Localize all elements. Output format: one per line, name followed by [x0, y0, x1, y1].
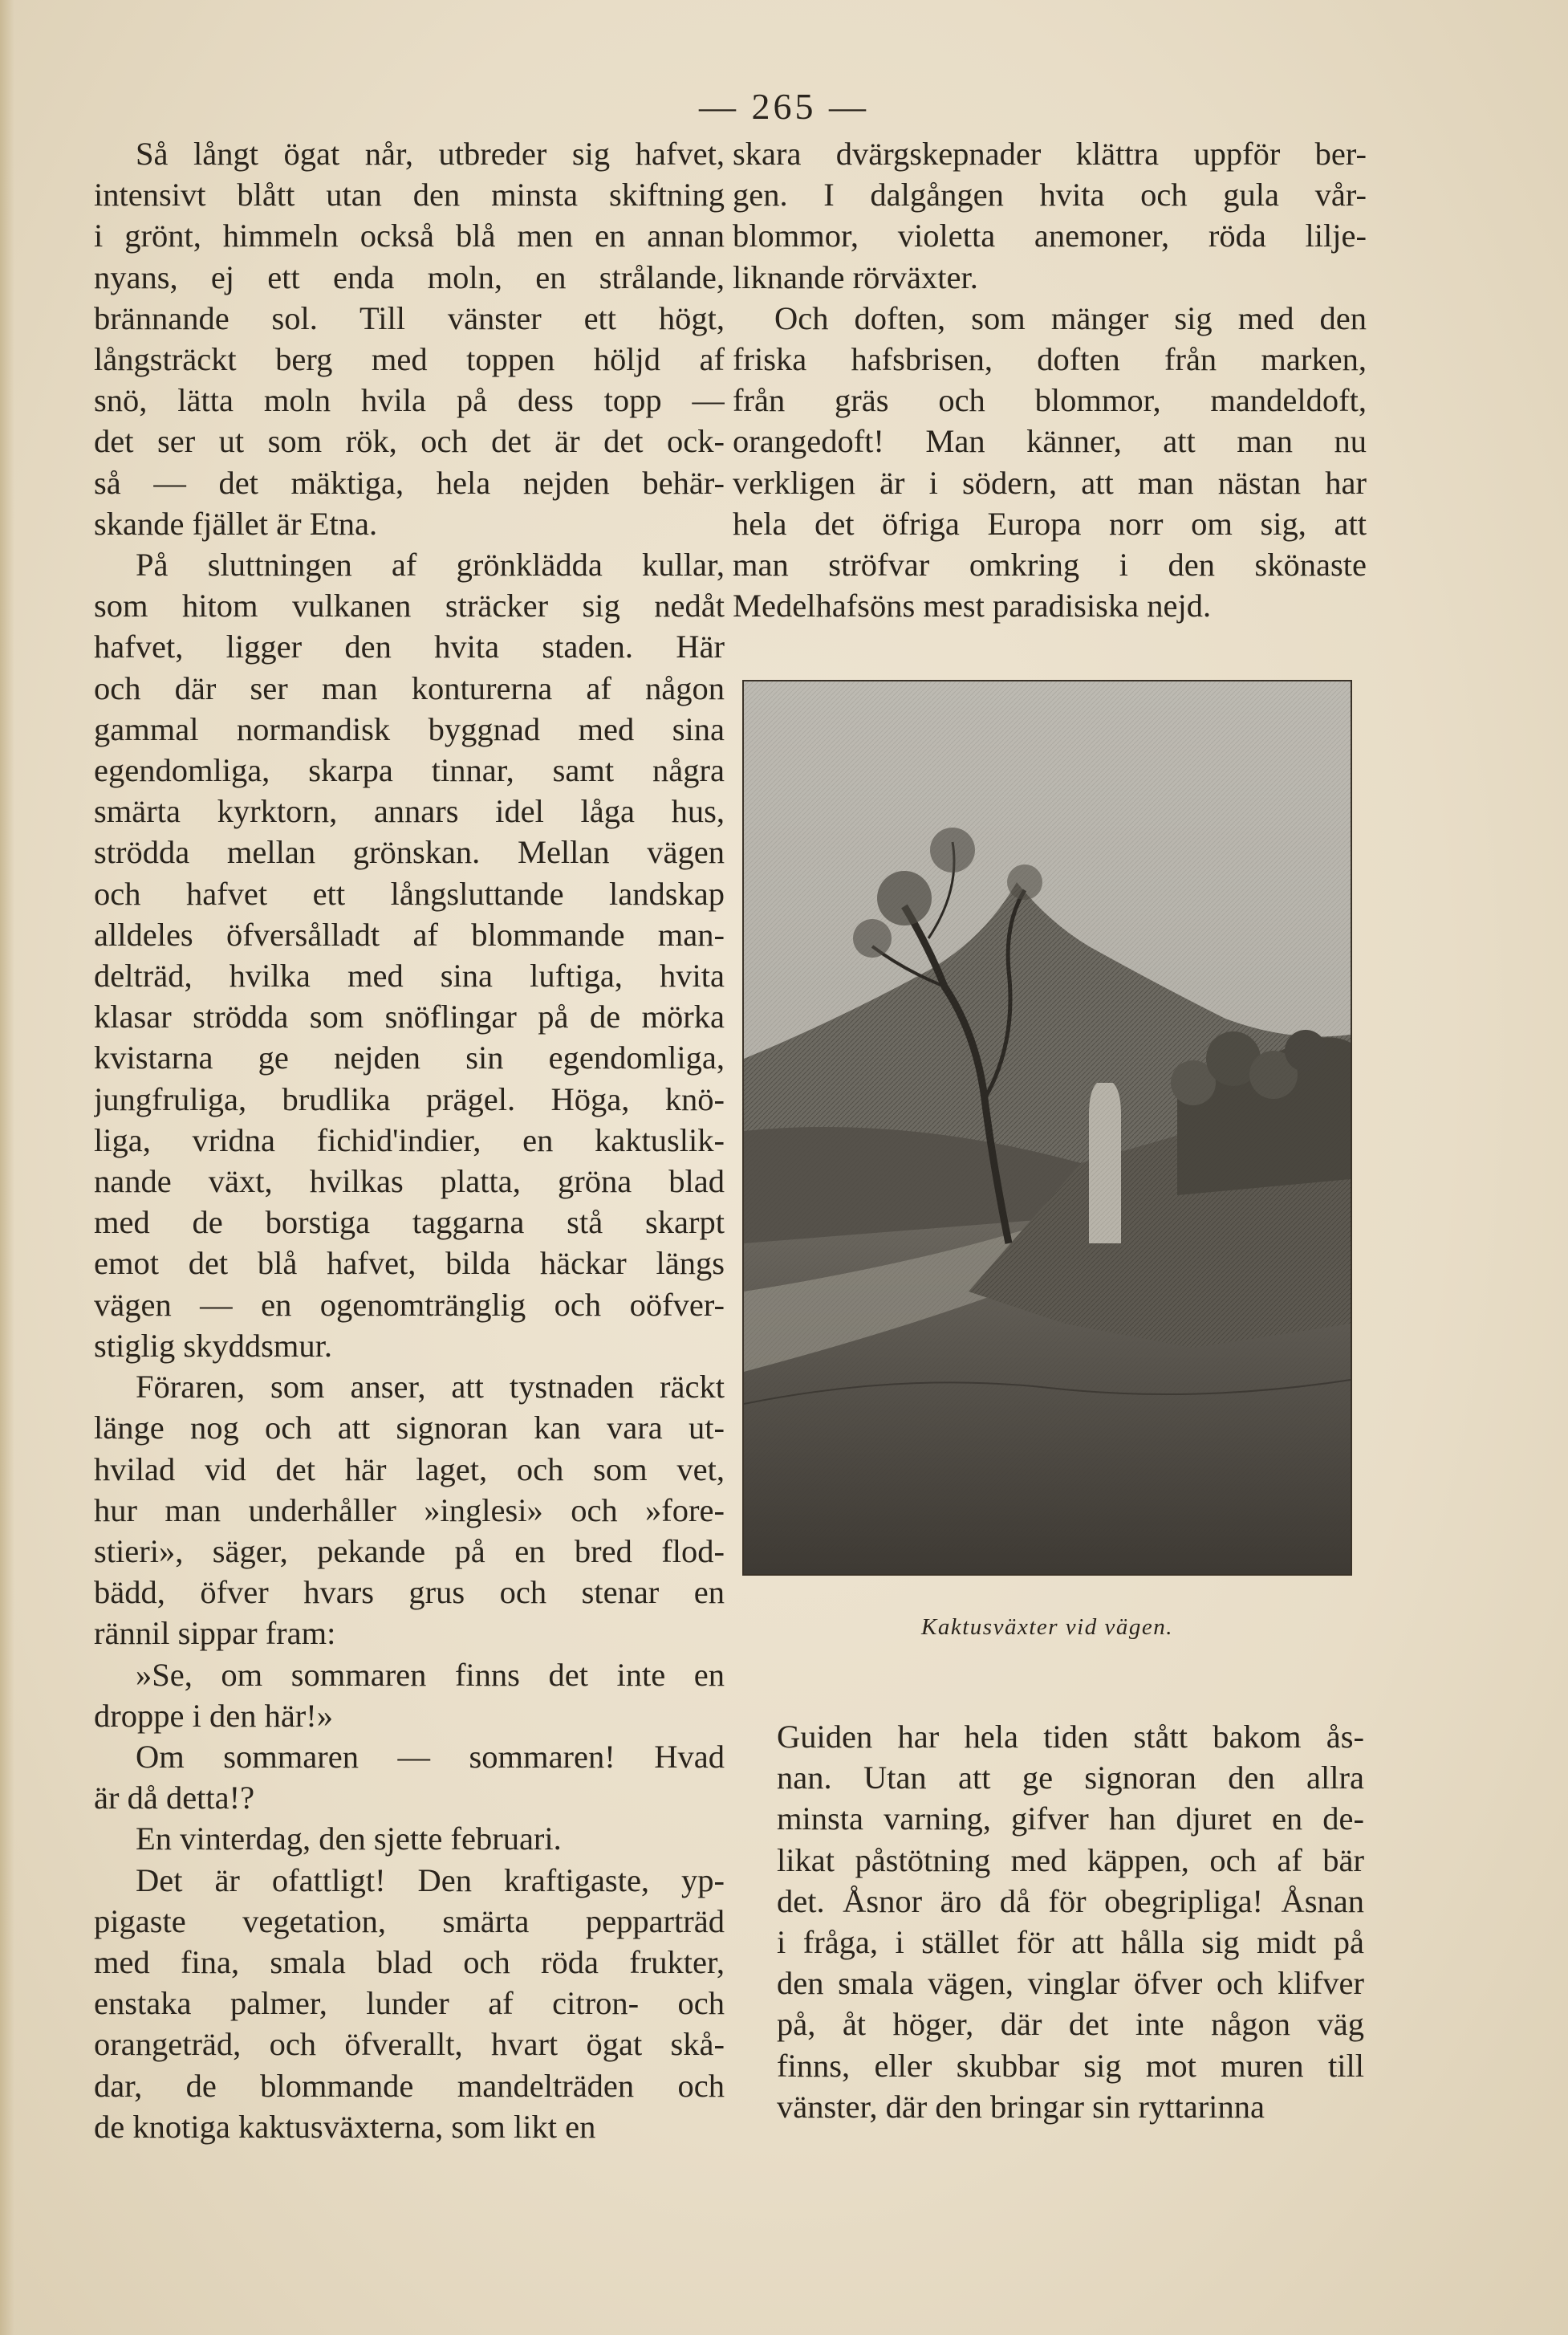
- text-line: skande fjället är Etna.: [94, 505, 378, 542]
- text-line: så — det mäktiga, hela nejden behär-: [94, 464, 725, 501]
- text-line: En vinterdag, den sjette februari.: [136, 1820, 562, 1857]
- text-line: vägen — en ogenomtränglig och oöfver-: [94, 1286, 725, 1323]
- text-line: egendomliga, skarpa tinnar, samt några: [94, 752, 725, 789]
- paragraph: [94, 1818, 725, 1859]
- paragraph: [94, 544, 725, 1366]
- text-line: dar, de blommande mandelträden och: [94, 2067, 725, 2104]
- text-line: och hafvet ett långsluttande landskap: [94, 875, 725, 912]
- text-line: jungfruliga, brudlika prägel. Höga, knö-: [94, 1080, 725, 1117]
- text-line: friska hafsbrisen, doften från marken,: [733, 341, 1367, 378]
- text-line: vänster, där den bringar sin ryttarinna: [777, 2088, 1265, 2125]
- paragraph: [94, 1736, 725, 1818]
- illustration-image: [744, 681, 1351, 1574]
- text-line: hela det öfriga Europa norr om sig, att: [733, 505, 1367, 542]
- text-line: stieri», säger, pekande på en bred flod-: [94, 1532, 725, 1569]
- text-line: hur man underhåller »inglesi» och »fore-: [94, 1491, 725, 1528]
- text-line: »Se, om sommaren finns det inte en: [136, 1656, 725, 1693]
- text-line: länge nog och att signoran kan vara ut-: [94, 1410, 725, 1446]
- text-line: klasar strödda som snöflingar på de mörka: [94, 999, 725, 1035]
- paragraph: [733, 298, 1367, 627]
- text-line: det ser ut som rök, och det är det ock-: [94, 423, 725, 460]
- paragraph: [777, 1716, 1364, 2127]
- text-line: På sluttningen af grönklädda kullar,: [136, 547, 725, 584]
- text-line: hafvet, ligger den hvita staden. Här: [94, 628, 725, 665]
- paragraph: [94, 1366, 725, 1654]
- text-line: brännande sol. Till vänster ett högt,: [94, 299, 725, 336]
- text-line: orangeträd, och öfverallt, hvart ögat skå-: [94, 2026, 725, 2063]
- paragraph: [94, 133, 725, 544]
- text-line: Om sommaren — sommaren! Hvad: [136, 1738, 725, 1775]
- text-line: blommor, violetta anemoner, röda lilje-: [733, 218, 1367, 254]
- text-line: gen. I dalgången hvita och gula vår-: [733, 177, 1367, 214]
- text-line: skara dvärgskepnader klättra uppför ber-: [733, 136, 1367, 172]
- text-line: i fråga, i stället för att hålla sig midt på: [777, 1924, 1364, 1961]
- text-line: smärta kyrktorn, annars idel låga hus,: [94, 793, 725, 830]
- text-line: emot det blå hafvet, bilda häckar längs: [94, 1245, 725, 1282]
- text-line: rännil sippar fram:: [94, 1615, 336, 1652]
- text-line: nan. Utan att ge signoran den allra: [777, 1759, 1364, 1796]
- text-line: strödda mellan grönskan. Mellan vägen: [94, 834, 725, 871]
- text-line: stiglig skyddsmur.: [94, 1327, 333, 1364]
- text-line: snö, lätta moln hvila på dess topp —: [94, 382, 725, 419]
- text-line: intensivt blått utan den minsta skiftning: [94, 177, 725, 214]
- text-line: hvilad vid det här laget, och som vet,: [94, 1450, 725, 1487]
- paragraph: [94, 1860, 725, 2147]
- text-line: de knotiga kaktusväxterna, som likt en: [94, 2108, 596, 2145]
- text-line: minsta varning, gifver han djuret en de-: [777, 1800, 1364, 1837]
- text-line: enstaka palmer, lunder af citron- och: [94, 1985, 725, 2022]
- paragraph: [733, 133, 1367, 298]
- text-line: Föraren, som anser, att tystnaden räckt: [136, 1369, 725, 1405]
- text-line: orangedoft! Man känner, att man nu: [733, 423, 1367, 460]
- text-line: på, åt höger, där det inte någon väg: [777, 2006, 1364, 2043]
- text-line: delträd, hvilka med sina luftiga, hvita: [94, 958, 725, 995]
- text-line: Det är ofattligt! Den kraftigaste, yp-: [136, 1861, 725, 1898]
- text-line: bädd, öfver hvars grus och stenar en: [94, 1574, 725, 1611]
- paragraph: [94, 1654, 725, 1736]
- text-line: med fina, smala blad och röda frukter,: [94, 1943, 725, 1980]
- text-line: droppe i den här!»: [94, 1697, 334, 1734]
- text-line: som hitom vulkanen sträcker sig nedåt: [94, 588, 725, 624]
- text-line: Guiden har hela tiden stått bakom ås-: [777, 1719, 1364, 1755]
- text-line: finns, eller skubbar sig mot muren till: [777, 2047, 1364, 2084]
- illustration-cactus-road: [742, 680, 1352, 1576]
- text-line: liga, vridna fichid'indier, en kaktuslik-: [94, 1121, 725, 1158]
- figure-caption: Kaktusväxter vid vägen.: [921, 1614, 1173, 1640]
- right-column-top: [733, 133, 1367, 626]
- text-line: Och doften, som mänger sig med den: [774, 299, 1367, 336]
- text-line: pigaste vegetation, smärta pepparträd: [94, 1902, 725, 1939]
- text-line: kvistarna ge nejden sin egendomliga,: [94, 1039, 725, 1076]
- page-number: — 265 —: [699, 86, 869, 127]
- text-line: långsträckt berg med toppen höljd af: [94, 341, 725, 378]
- text-line: likat påstötning med käppen, och af bär: [777, 1841, 1364, 1878]
- text-line: liknande rörväxter.: [733, 258, 978, 295]
- text-line: alldeles öfversålladt af blommande man-: [94, 916, 725, 953]
- text-line: man ströfvar omkring i den skönaste: [733, 547, 1367, 584]
- text-line: från gräs och blommor, mandeldoft,: [733, 382, 1367, 419]
- text-line: Medelhafsöns mest paradisiska nejd.: [733, 588, 1212, 624]
- text-line: gammal normandisk byggnad med sina: [94, 710, 725, 747]
- text-line: i grönt, himmeln också blå men en annan: [94, 218, 725, 254]
- text-line: nyans, ej ett enda moln, en strålande,: [94, 258, 725, 295]
- text-line: och där ser man konturerna af någon: [94, 669, 725, 706]
- text-line: nande växt, hvilkas platta, gröna blad: [94, 1163, 725, 1200]
- text-line: Så långt ögat når, utbreder sig hafvet,: [136, 136, 725, 172]
- text-line: verkligen är i södern, att man nästan har: [733, 464, 1367, 501]
- page-edge-shadow: [0, 0, 14, 2335]
- left-column: [94, 133, 725, 2147]
- text-line: den smala vägen, vinglar öfver och klifver: [777, 1965, 1364, 2002]
- text-line: det. Åsnor äro då för obegripliga! Åsnan: [777, 1882, 1364, 1919]
- text-line: med de borstiga taggarna stå skarpt: [94, 1204, 725, 1241]
- text-line: är då detta!?: [94, 1780, 255, 1816]
- right-column-bottom: [777, 1716, 1364, 2127]
